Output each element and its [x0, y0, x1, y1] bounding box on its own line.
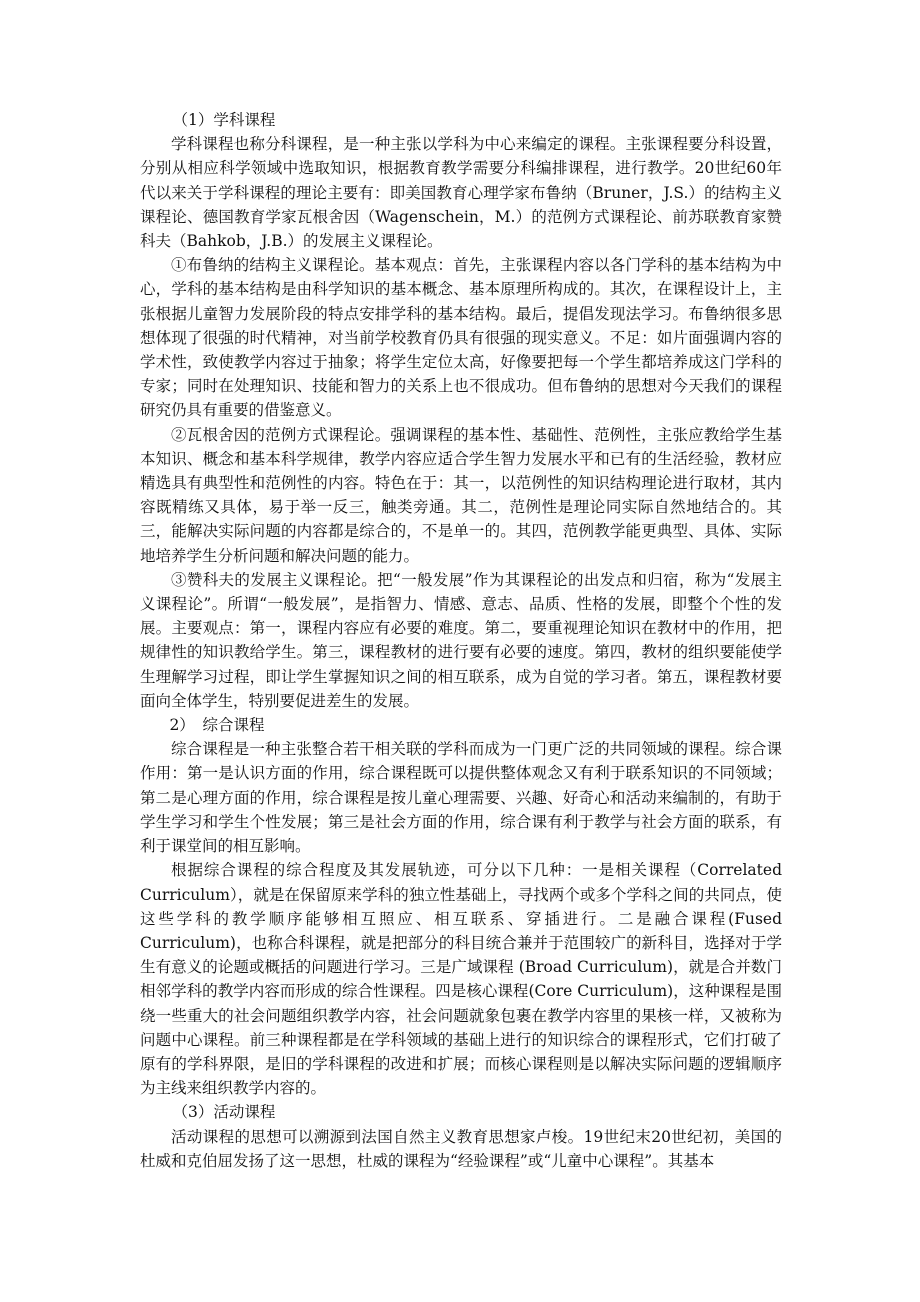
- paragraph-integrated-curriculum-intro: 综合课程是一种主张整合若干相关联的学科而成为一门更广泛的共同领域的课程。综合课作用：第一是认识方面的作用，综合课程既可以提供整体观念又有利于联系知识的不同领域；第二是心理方面的作用，综合课程是按儿童心理需要、兴趣、好奇心和活动来编制的，有助于学生学习和学生个性发展；第三是社会方面的作用，综合课有利于教学与社会方面的联系，有利于课堂间的相互影响。: [140, 740, 782, 856]
- paragraph-bruner-theory: ①布鲁纳的结构主义课程论。基本观点：首先，主张课程内容以各门学科的基本结构为中心，学科的基本结构是由科学知识的基本概念、基本原理所构成的。其次，在课程设计上，主张根据儿童智力发展阶段的特点安排学科的基本结构。最后，提倡发现法学习。布鲁纳很多思想体现了很强的时代精神，对当前学校教育仍具有很强的现实意义。不足：如片面强调内容的学术性，致使教学内容过于抽象；将学生定位太高，好像要把每一个学生都培养成这门学科的专家；同时在处理知识、技能和智力的关系上也不很成功。但布鲁纳的思想对今天我们的课程研究仍具有重要的借鉴意义。: [140, 256, 782, 420]
- paragraph-zankov-theory: ③赞科夫的发展主义课程论。把“一般发展”作为其课程论的出发点和归宿，称为“发展主义课程论”。所谓“一般发展”，是指智力、情感、意志、品质、性格的发展，即整个个性的发展。主要观点：第一，课程内容应有必要的难度。第二，要重视理论知识在教材中的作用，把规律性的知识教给学生。第三，课程教材的进行要有必要的速度。第四，教材的组织要能使学生理解学习过程，即让学生掌握知识之间的相互联系，成为自觉的学习者。第五，课程教材要面向全体学生，特别要促进差生的发展。: [140, 570, 782, 710]
- paragraph-activity-curriculum-intro: 活动课程的思想可以溯源到法国自然主义教育思想家卢梭。19世纪末20世纪初，美国的杜威和克伯屈发扬了这一思想，杜威的课程为“经验课程”或“儿童中心课程”。其基本: [140, 1127, 782, 1170]
- paragraph-subject-curriculum-intro: 学科课程也称分科课程，是一种主张以学科为中心来编定的课程。主张课程要分科设置，分别从相应科学领域中选取知识，根据教育教学需要分科编排课程，进行教学。20世纪60年代以来关于学科课程的理论主要有：即美国教育心理学家布鲁纳（Bruner，J.S.）的结构主义课程论、德国教育学家瓦根舍因（Wagenschein，M.）的范例方式课程论、前苏联教育家赞科夫（Bahkob，J.B.）的发展主义课程论。: [140, 135, 782, 251]
- paragraph-integrated-curriculum-types: 根据综合课程的综合程度及其发展轨迹，可分以下几种：一是相关课程（Correlated Curriculum），就是在保留原来学科的独立性基础上，寻找两个或多个学科之间的共同点，使这些学科的教学顺序能够相互照应、相互联系、穿插进行。二是融合课程(Fused Curriculum)，也称合科课程，就是把部分的科目统合兼并于范围较广的新科目，选择对于学生有意义的论题或概括的问题进行学习。三是广域课程 (Broad Curriculum)，就是合并数门相邻学科的教学内容而形成的综合性课程。四是核心课程(Core Curriculum)，这种课程是围绕一些重大的社会问题组织教学内容，社会问题就象包裹在教学内容里的果核一样，又被称为问题中心课程。前三种课程都是在学科领域的基础上进行的知识综合的课程形式，它们打破了原有的学科界限，是旧的学科课程的改进和扩展；而核心课程则是以解决实际问题的逻辑顺序为主线来组织教学内容的。: [140, 861, 782, 1098]
- paragraph-wagenschein-theory: ②瓦根舍因的范例方式课程论。强调课程的基本性、基础性、范例性，主张应教给学生基本知识、概念和基本科学规律，教学内容应适合学生智力发展水平和已有的生活经验，教材应精选具有典型性和范例性的内容。特色在于：其一，以范例性的知识结构理论进行取材，其内容既精练又具体，易于举一反三，触类旁通。其二，范例性是理论同实际自然地结合的。其三，能解决实际问题的内容都是综合的，不是单一的。其四，范例教学能更典型、具体、实际地培养学生分析问题和解决问题的能力。: [140, 425, 782, 565]
- section-heading-subject-curriculum: （1）学科课程: [172, 111, 276, 129]
- section-heading-integrated-curriculum: 2） 综合课程: [169, 716, 265, 735]
- document-page: [140, 108, 782, 1173]
- section-heading-activity-curriculum: （3）活动课程: [172, 1103, 276, 1122]
